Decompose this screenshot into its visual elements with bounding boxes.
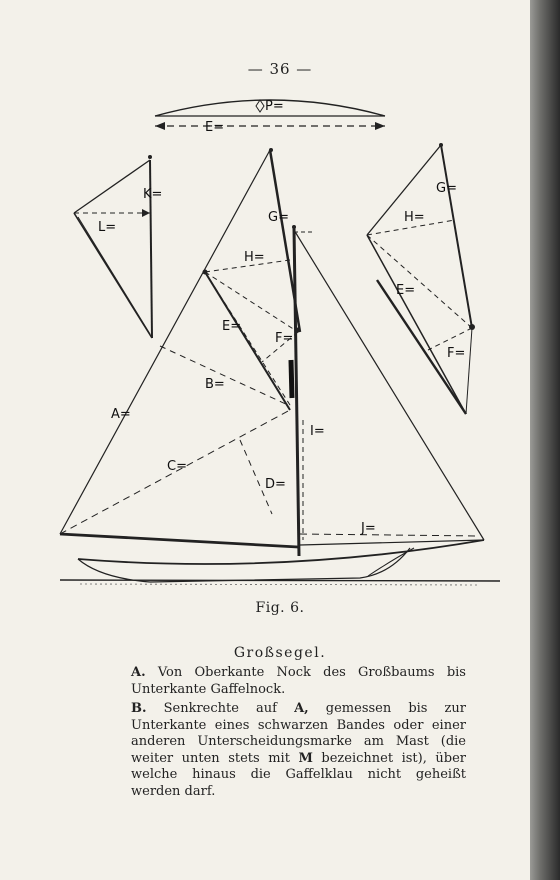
paragraph-b-text-middle: gemessen bis zur Unterkante eines schwarzen Bandes oder einer anderen Unterscheidungsmarke am Mast (die weiter unten stets mit (131, 701, 466, 766)
label-i: I= (310, 424, 325, 439)
paragraph-b-text-before: Senkrechte auf (163, 701, 295, 716)
paragraph-b-text-after: bezeichnet ist), über welche hinaus die Gaffelklau nicht geheißt werden darf. (131, 750, 466, 799)
paragraph-b-marker-m: M (298, 750, 313, 766)
top-spar-diagram (155, 99, 385, 135)
paragraph-a (131, 665, 466, 698)
right-sail-diagram (367, 143, 475, 414)
paragraph-a-marker: A. (131, 665, 146, 680)
label-f-right: F= (447, 346, 466, 361)
label-e: E= (222, 319, 242, 334)
label-d: D= (265, 477, 286, 492)
label-k: K= (143, 187, 163, 202)
figure-caption: Fig. 6. (255, 600, 305, 616)
label-g: G= (268, 210, 289, 225)
label-g-right: G= (436, 181, 457, 196)
label-l: L= (98, 220, 117, 235)
paragraph-b-marker: B. (131, 701, 147, 716)
left-sail-diagram (74, 155, 162, 338)
label-b: B= (205, 377, 225, 392)
label-c: C= (167, 459, 187, 474)
paragraph-b-marker-inline: A, (294, 701, 309, 716)
label-e-right: E= (396, 283, 416, 298)
label-e-top: E= (205, 120, 225, 135)
label-h: H= (244, 250, 265, 265)
label-f: F= (275, 331, 294, 346)
label-j: J= (361, 521, 376, 536)
label-p: P= (265, 99, 284, 114)
label-h-right: H= (404, 210, 425, 225)
paragraph-a-text: Von Oberkante Nock des Großbaums bis Unterkante Gaffelnock. (131, 665, 466, 697)
page-number: — 36 — (247, 60, 313, 78)
section-title: Großsegel. (233, 645, 327, 661)
paragraph-b (131, 701, 466, 800)
label-a: A= (111, 407, 131, 422)
